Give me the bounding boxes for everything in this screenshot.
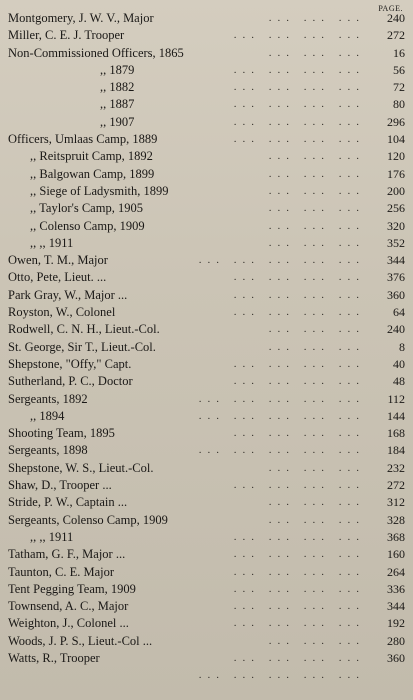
page-number: 8 bbox=[399, 339, 405, 354]
leader-dots: ... ... ... bbox=[268, 219, 365, 232]
index-entry bbox=[0, 321, 413, 338]
page-number: 192 bbox=[387, 616, 405, 631]
entry-label: Sergeants, Colenso Camp, 1909 bbox=[8, 512, 168, 527]
index-entry bbox=[0, 269, 413, 286]
entry-label: Shepstone, W. S., Lieut.-Col. bbox=[8, 460, 154, 475]
entry-label: Sergeants, 1898 bbox=[8, 443, 88, 458]
entry-label: St. George, Sir T., Lieut.-Col. bbox=[8, 339, 156, 354]
page-column-header: PAGE. bbox=[378, 4, 403, 13]
leader-dots: ... ... ... ... bbox=[233, 375, 365, 388]
entry-label: Weighton, J., Colonel ... bbox=[8, 616, 129, 631]
leader-dots: ... ... ... bbox=[268, 461, 365, 474]
entry-label: ,, ,, 1911 bbox=[30, 529, 74, 544]
index-entry bbox=[0, 45, 413, 62]
leader-dots: ... ... ... ... bbox=[233, 271, 365, 284]
entry-label: ,, 1907 bbox=[100, 114, 135, 129]
entry-label: Sutherland, P. C., Doctor bbox=[8, 374, 133, 389]
index-entry bbox=[0, 166, 413, 183]
index-entry bbox=[0, 373, 413, 390]
index-entry bbox=[0, 96, 413, 113]
index-entry bbox=[0, 200, 413, 217]
page-number: 296 bbox=[387, 114, 405, 129]
page-number: 112 bbox=[387, 391, 405, 406]
page-number: 184 bbox=[387, 443, 405, 458]
entry-label: Taunton, C. E. Major bbox=[8, 564, 115, 579]
leader-dots: ... ... ... ... ... bbox=[198, 392, 365, 405]
index-entry bbox=[0, 131, 413, 148]
index-entry bbox=[0, 546, 413, 563]
index-entry bbox=[0, 235, 413, 252]
leader-dots: ... ... ... ... bbox=[233, 115, 365, 128]
entry-label: Stride, P. W., Captain ... bbox=[8, 495, 128, 510]
index-entry bbox=[0, 114, 413, 131]
leader-dots: ... ... ... ... ... bbox=[198, 669, 365, 682]
index-entry bbox=[0, 252, 413, 269]
page-number: 64 bbox=[393, 305, 405, 320]
index-entry bbox=[0, 218, 413, 235]
leader-dots: ... ... ... ... bbox=[233, 29, 365, 42]
entry-label: ,, Reitspruit Camp, 1892 bbox=[30, 149, 153, 164]
entry-label: Townsend, A. C., Major bbox=[8, 599, 129, 614]
entry-label: Shepstone, "Offy," Capt. bbox=[8, 356, 132, 371]
page-number: 16 bbox=[393, 45, 405, 60]
page-number: 72 bbox=[393, 80, 405, 95]
index-entry bbox=[0, 425, 413, 442]
entry-label: Non-Commissioned Officers, 1865 bbox=[8, 45, 184, 60]
leader-dots: ... ... ... ... ... bbox=[198, 409, 365, 422]
leader-dots: ... ... ... ... bbox=[233, 479, 365, 492]
leader-dots: ... ... ... bbox=[268, 634, 365, 647]
leader-dots: ... ... ... ... bbox=[233, 81, 365, 94]
page-number: 272 bbox=[387, 28, 405, 43]
leader-dots: ... ... ... ... ... bbox=[198, 254, 365, 267]
index-entry bbox=[0, 598, 413, 615]
index-entry bbox=[0, 62, 413, 79]
entry-label: ,, 1894 bbox=[30, 408, 65, 423]
page-number: 168 bbox=[387, 426, 405, 441]
entry-label: ,, Taylor's Camp, 1905 bbox=[30, 201, 143, 216]
entry-label: Rodwell, C. N. H., Lieut.-Col. bbox=[8, 322, 160, 337]
page-number: 176 bbox=[387, 166, 405, 181]
index-entry bbox=[0, 477, 413, 494]
page-number: 368 bbox=[387, 529, 405, 544]
page-number: 48 bbox=[393, 374, 405, 389]
leader-dots: ... ... ... bbox=[268, 150, 365, 163]
entry-label: ,, 1882 bbox=[100, 80, 135, 95]
leader-dots: ... ... ... ... bbox=[233, 530, 365, 543]
page-number: 344 bbox=[387, 599, 405, 614]
leader-dots: ... ... ... ... bbox=[233, 548, 365, 561]
index-entry bbox=[0, 564, 413, 581]
index-entry bbox=[0, 287, 413, 304]
leader-dots: ... ... ... ... bbox=[233, 651, 365, 664]
entry-label: Woods, J. P. S., Lieut.-Col ... bbox=[8, 633, 153, 648]
entry-label: Otto, Pete, Lieut. ... bbox=[8, 270, 107, 285]
page-number: 360 bbox=[387, 650, 405, 665]
index-entry bbox=[0, 10, 413, 27]
leader-dots: ... ... ... bbox=[268, 340, 365, 353]
page-number: 40 bbox=[393, 356, 405, 371]
page-number: 160 bbox=[387, 547, 405, 562]
page-number: 80 bbox=[393, 97, 405, 112]
leader-dots: ... ... ... bbox=[268, 513, 365, 526]
leader-dots: ... ... ... bbox=[268, 167, 365, 180]
page-number: 320 bbox=[387, 218, 405, 233]
page-number: 256 bbox=[387, 201, 405, 216]
page-number: 360 bbox=[387, 287, 405, 302]
index-entry bbox=[0, 339, 413, 356]
index-entry bbox=[0, 581, 413, 598]
entry-label: Watts, R., Trooper bbox=[8, 650, 100, 665]
index-entry bbox=[0, 615, 413, 632]
page-number: 232 bbox=[387, 460, 405, 475]
page-number: 280 bbox=[387, 633, 405, 648]
leader-dots: ... ... ... bbox=[268, 46, 365, 59]
page-number: 200 bbox=[387, 183, 405, 198]
page-number: 104 bbox=[387, 132, 405, 147]
entry-label: Shooting Team, 1895 bbox=[8, 426, 115, 441]
leader-dots: ... ... ... ... bbox=[233, 600, 365, 613]
leader-dots: ... ... ... ... bbox=[233, 98, 365, 111]
index-entry bbox=[0, 304, 413, 321]
index-entry bbox=[0, 148, 413, 165]
index-entry bbox=[0, 442, 413, 459]
page-number: 240 bbox=[387, 322, 405, 337]
index-entry bbox=[0, 356, 413, 373]
page-number: 272 bbox=[387, 478, 405, 493]
entry-label: Park Gray, W., Major ... bbox=[8, 287, 128, 302]
leader-dots: ... ... ... ... bbox=[233, 357, 365, 370]
page-number: 264 bbox=[387, 564, 405, 579]
leader-dots: ... ... ... bbox=[268, 12, 365, 24]
index-entry bbox=[0, 633, 413, 650]
entry-label: Officers, Umlaas Camp, 1889 bbox=[8, 132, 158, 147]
index-entry bbox=[0, 529, 413, 546]
page-number: 144 bbox=[387, 408, 405, 423]
entry-label: Montgomery, J. W. V., Major bbox=[8, 11, 154, 25]
page-number: 240 bbox=[387, 11, 405, 25]
page-number: 376 bbox=[387, 270, 405, 285]
leader-dots: ... ... ... bbox=[268, 184, 365, 197]
index-entry bbox=[0, 27, 413, 44]
index-entry bbox=[0, 460, 413, 477]
entry-label: Miller, C. E. J. Trooper bbox=[8, 28, 125, 43]
index-entry bbox=[0, 512, 413, 529]
page-number: 344 bbox=[387, 253, 405, 268]
index-entry bbox=[0, 650, 413, 667]
leader-dots: ... ... ... bbox=[268, 323, 365, 336]
leader-dots: ... ... ... bbox=[268, 202, 365, 215]
entry-label: ,, 1887 bbox=[100, 97, 135, 112]
entry-label: Sergeants, 1892 bbox=[8, 391, 88, 406]
page-number: 352 bbox=[387, 235, 405, 250]
index-entry bbox=[0, 183, 413, 200]
entry-label: Owen, T. M., Major bbox=[8, 253, 108, 268]
entry-label: Shaw, D., Trooper ... bbox=[8, 478, 112, 493]
leader-dots: ... ... ... ... bbox=[233, 306, 365, 319]
leader-dots: ... ... ... bbox=[268, 236, 365, 249]
entry-label: Tent Pegging Team, 1909 bbox=[8, 581, 136, 596]
leader-dots: ... ... ... ... ... bbox=[198, 444, 365, 457]
page-number: 56 bbox=[393, 62, 405, 77]
leader-dots: ... ... ... ... bbox=[233, 565, 365, 578]
index-entries bbox=[0, 10, 413, 685]
entry-label: Royston, W., Colonel bbox=[8, 305, 116, 320]
index-entry bbox=[0, 667, 413, 684]
leader-dots: ... ... ... ... bbox=[233, 288, 365, 301]
page-number: 120 bbox=[387, 149, 405, 164]
page-number: 312 bbox=[387, 495, 405, 510]
entry-label: ,, Colenso Camp, 1909 bbox=[30, 218, 145, 233]
index-entry bbox=[0, 494, 413, 511]
page-number: 336 bbox=[387, 581, 405, 596]
entry-label: ,, 1879 bbox=[100, 62, 135, 77]
leader-dots: ... ... ... ... bbox=[233, 63, 365, 76]
entry-label: ,, ,, 1911 bbox=[30, 235, 74, 250]
leader-dots: ... ... ... ... bbox=[233, 582, 365, 595]
leader-dots: ... ... ... ... bbox=[233, 427, 365, 440]
index-entry bbox=[0, 391, 413, 408]
entry-label: Tatham, G. F., Major ... bbox=[8, 547, 126, 562]
entry-label: ,, Siege of Ladysmith, 1899 bbox=[30, 183, 169, 198]
leader-dots: ... ... ... bbox=[268, 496, 365, 509]
leader-dots: ... ... ... ... bbox=[233, 133, 365, 146]
index-entry bbox=[0, 79, 413, 96]
page-number: 328 bbox=[387, 512, 405, 527]
leader-dots: ... ... ... ... bbox=[233, 617, 365, 630]
entry-label: ,, Balgowan Camp, 1899 bbox=[30, 166, 155, 181]
index-entry bbox=[0, 408, 413, 425]
